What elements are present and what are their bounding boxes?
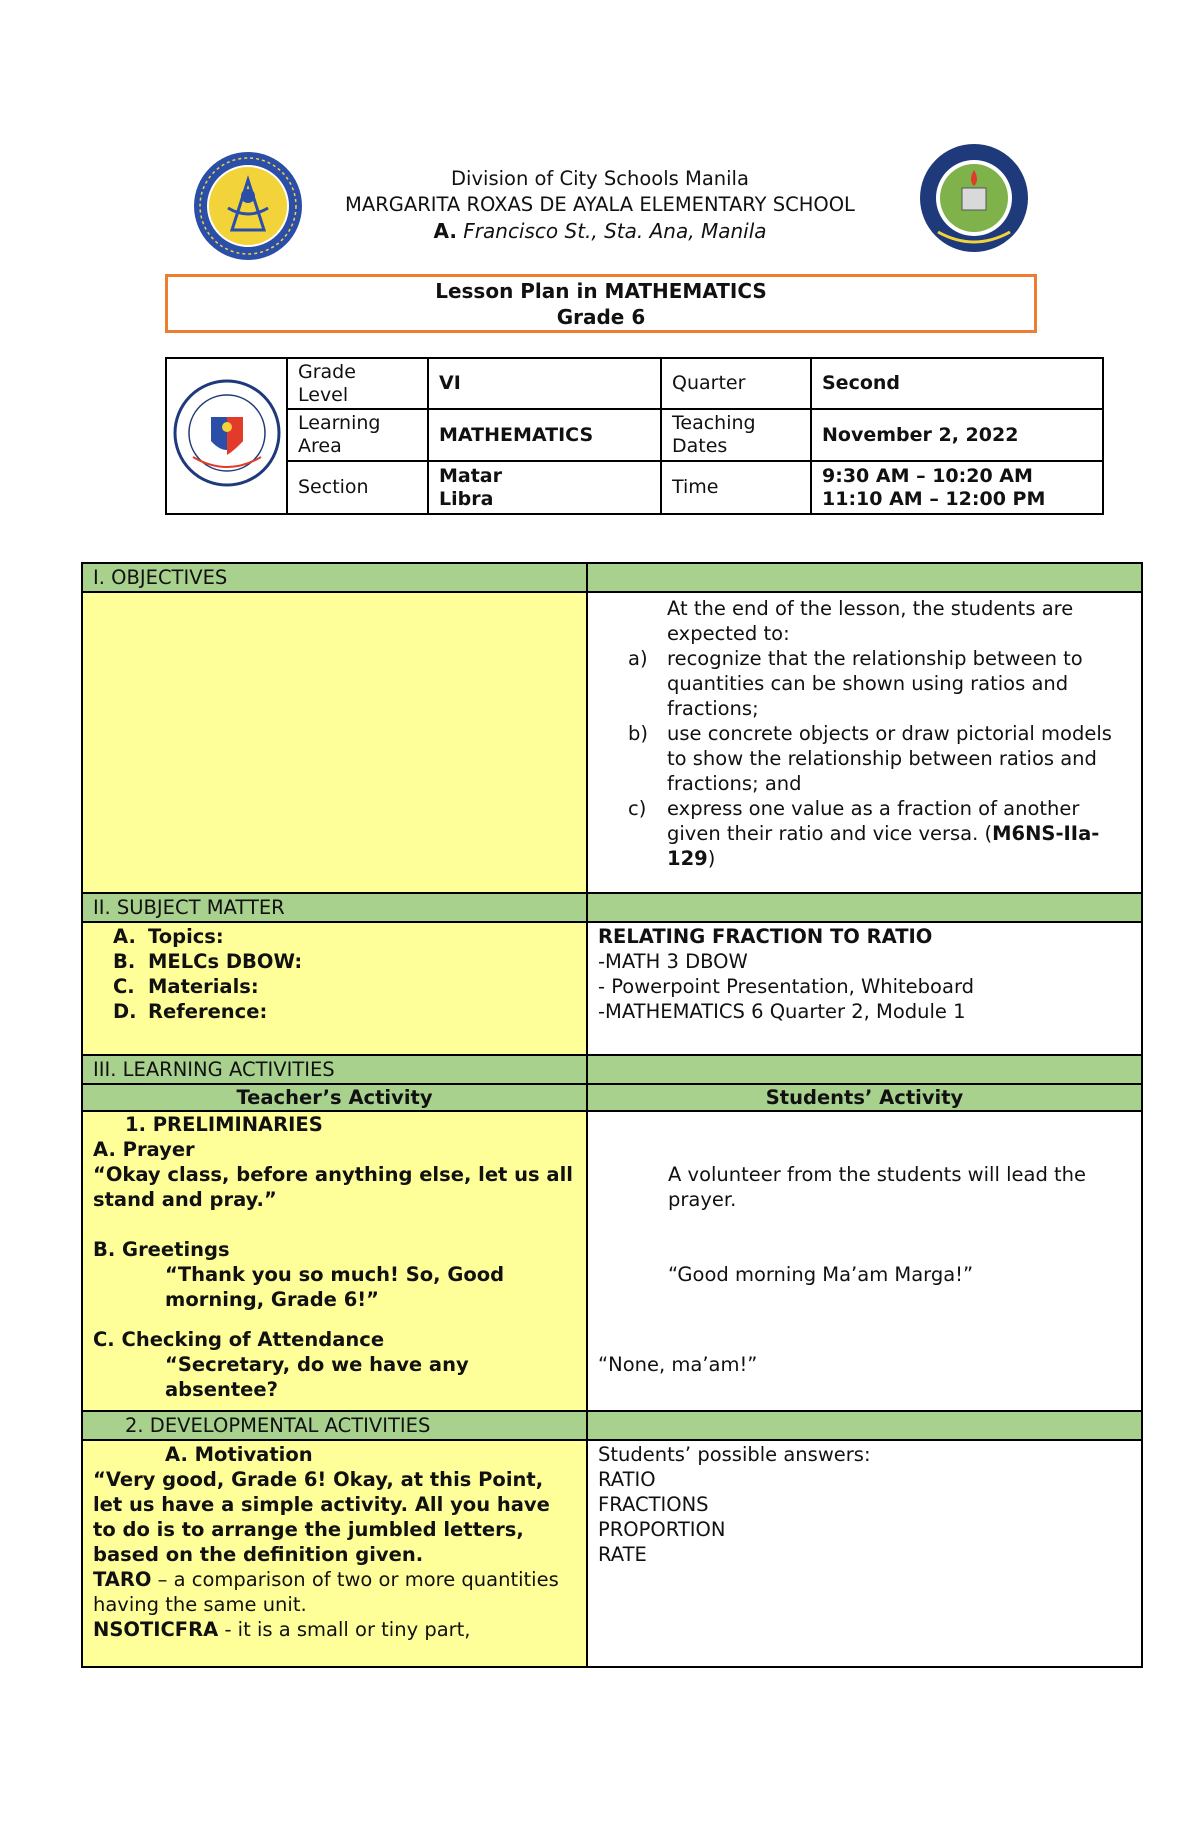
subject-label-item (113, 949, 576, 974)
subject-label-marker: A. (113, 925, 136, 948)
subject-label-marker: B. (113, 950, 136, 973)
grade-level-label: Grade Level (287, 358, 428, 409)
answer-item: RATIO (598, 1468, 656, 1491)
subject-label-text: Topics: (148, 925, 224, 948)
subject-label-item (113, 924, 576, 949)
students-activity-header: Students’ Activity (587, 1084, 1142, 1111)
prayer-quote: “Okay class, before anything else, let us all stand and pray.” (93, 1163, 573, 1211)
objective-item (628, 646, 1129, 721)
jumbled-definition: – a comparison of two or more quantities having the same unit. (93, 1568, 559, 1616)
jumbled-word: TARO (93, 1568, 152, 1591)
preliminaries-teacher (82, 1111, 587, 1411)
teaching-dates-value: November 2, 2022 (811, 409, 1103, 461)
subject-matter-values (587, 922, 1142, 1055)
objectives-teacher-cell (82, 592, 587, 893)
learning-activities-heading: III. LEARNING ACTIVITIES (82, 1055, 587, 1084)
answer-item: PROPORTION (598, 1518, 726, 1541)
lesson-plan-title-box (165, 274, 1037, 333)
objective-text-tail: ) (707, 847, 716, 870)
learning-area-value: MATHEMATICS (428, 409, 661, 461)
quarter-value: Second (811, 358, 1103, 409)
objectives-heading-blank (587, 563, 1142, 592)
subject-label-item (113, 999, 576, 1024)
student-greeting-response: “Good morning Ma’am Marga!” (668, 1263, 974, 1286)
deped-seal-cell (166, 358, 287, 514)
address-prefix: A. (433, 219, 457, 243)
subject-matter-heading-blank (587, 893, 1142, 922)
learning-activities-heading-row (82, 1055, 1142, 1084)
objectives-intro: At the end of the lesson, the students are expected to: (667, 597, 1074, 645)
subject-label-item (113, 974, 576, 999)
answer-item: FRACTIONS (598, 1493, 709, 1516)
subject-label-marker: C. (113, 975, 135, 998)
student-prayer-response: A volunteer from the students will lead the prayer. (668, 1163, 1087, 1211)
motivation-quote: “Very good, Grade 6! Okay, at this Point, let us have a simple activity. All you have to do is to arrange the jumbled letters, based on the definition given. (93, 1468, 550, 1566)
greetings-label: B. Greetings (93, 1238, 230, 1261)
subject-matter-heading: II. SUBJECT MATTER (82, 893, 587, 922)
preliminaries-students (587, 1111, 1142, 1411)
subject-label-text: MELCs DBOW: (148, 950, 303, 973)
address-rest: Francisco St., Sta. Ana, Manila (456, 219, 767, 243)
jumbled-definition: - it is a small or tiny part, (218, 1618, 471, 1641)
activity-columns-row (82, 1084, 1142, 1111)
section-value: Matar Libra (428, 461, 661, 514)
attendance-quote: “Secretary, do we have any absentee? (165, 1353, 469, 1401)
subject-label-marker: D. (113, 1000, 137, 1023)
spacer (668, 1112, 1131, 1162)
learning-activities-heading-blank (587, 1055, 1142, 1084)
objective-marker: b) (628, 722, 648, 745)
info-row (166, 461, 1103, 514)
preliminaries-title: 1. PRELIMINARIES (125, 1113, 323, 1136)
prayer-label: A. Prayer (93, 1138, 195, 1161)
subject-matter-row (82, 922, 1142, 1055)
reference-value: -MATHEMATICS 6 Quarter 2, Module 1 (598, 1000, 966, 1023)
subject-matter-heading-row (82, 893, 1142, 922)
answer-item: RATE (598, 1543, 647, 1566)
time-label: Time (661, 461, 811, 514)
deped-seal-icon (171, 377, 283, 489)
greetings-quote: “Thank you so much! So, Good morning, Grade 6!” (165, 1263, 505, 1311)
subject-label-text: Reference: (148, 1000, 268, 1023)
objective-text (667, 796, 1129, 871)
school-address (260, 218, 940, 245)
melc-code: M6NS-IIa-129 (667, 822, 1100, 870)
developmental-heading: 2. DEVELOPMENTAL ACTIVITIES (82, 1411, 587, 1440)
objective-item (628, 721, 1129, 796)
spacer (93, 1212, 576, 1237)
objective-marker: c) (628, 797, 647, 820)
document-header (0, 150, 1200, 260)
developmental-heading-row (82, 1411, 1142, 1440)
lesson-plan-table (81, 562, 1143, 1668)
learning-area-label: Learning Area (287, 409, 428, 461)
info-row (166, 409, 1103, 461)
objective-text-main: express one value as a fraction of another given their ratio and vice versa. ( (667, 797, 1080, 845)
subject-label-text: Materials: (148, 975, 259, 998)
objectives-heading-row (82, 563, 1142, 592)
info-row (166, 358, 1103, 409)
topic-value: RELATING FRACTION TO RATIO (598, 925, 933, 948)
jumbled-word: NSOTICFRA (93, 1618, 219, 1641)
spacer (93, 1312, 576, 1327)
section-label: Section (287, 461, 428, 514)
teaching-dates-label: Teaching Dates (661, 409, 811, 461)
subject-matter-labels (82, 922, 587, 1055)
attendance-label: C. Checking of Attendance (93, 1328, 385, 1351)
objective-text: recognize that the relationship between to quantities can be shown using ratios and fractions; (667, 647, 1083, 720)
school-name: MARGARITA ROXAS DE AYALA ELEMENTARY SCHOOL (345, 193, 855, 216)
objectives-content (587, 592, 1142, 893)
preliminaries-row (82, 1111, 1142, 1411)
student-attendance-response: “None, ma’am!” (598, 1353, 758, 1376)
spacer (668, 1287, 1131, 1352)
lesson-info-table (165, 357, 1104, 515)
spacer (668, 1212, 1131, 1262)
division-name: Division of City Schools Manila (451, 167, 749, 190)
grade-level-value: VI (428, 358, 661, 409)
jumbled-word-2 (93, 1617, 576, 1642)
quarter-label: Quarter (661, 358, 811, 409)
developmental-row (82, 1440, 1142, 1667)
objectives-heading: I. OBJECTIVES (82, 563, 587, 592)
developmental-heading-blank (587, 1411, 1142, 1440)
answers-label: Students’ possible answers: (598, 1443, 871, 1466)
time-value: 9:30 AM – 10:20 AM 11:10 AM – 12:00 PM (811, 461, 1103, 514)
objective-marker: a) (628, 647, 648, 670)
motivation-teacher (82, 1440, 587, 1667)
objectives-list (628, 646, 1129, 871)
motivation-students (587, 1440, 1142, 1667)
lesson-plan-grade: Grade 6 (556, 305, 646, 329)
school-header-text (260, 166, 940, 245)
melc-value: -MATH 3 DBOW (598, 950, 748, 973)
lesson-plan-title: Lesson Plan in MATHEMATICS (435, 279, 767, 303)
division-seal-logo (918, 142, 1030, 254)
objective-item (628, 796, 1129, 871)
objective-text: use concrete objects or draw pictorial models to show the relationship between ratios and fractions; and (667, 722, 1112, 795)
teacher-activity-header: Teacher’s Activity (82, 1084, 587, 1111)
jumbled-word-1 (93, 1567, 576, 1617)
motivation-title: A. Motivation (165, 1443, 313, 1466)
materials-value: - Powerpoint Presentation, Whiteboard (598, 975, 974, 998)
objectives-row (82, 592, 1142, 893)
